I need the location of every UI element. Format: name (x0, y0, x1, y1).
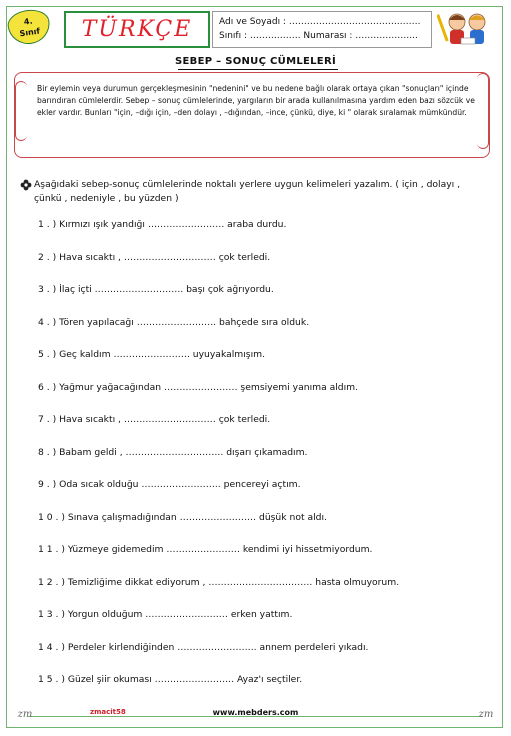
subject-box (64, 11, 210, 48)
explanation-text: Bir eylemin veya durumun gerçekleşmesinin "nedenini" ve bu nedene bağlı olarak ortaya çıkan "sonuçları" içinde barındıran cümlelerdir. Sebep – sonuç cümlelerinde, yargıların bir arada kullanılmasına yardım eden bazı sözcük ve ekler vardır. Bunları "için, –dığı için, –den dolayı , –dığından, –ince, çünkü, diye, ki " olarak sıralamak mümkündür. (37, 84, 475, 117)
subject-title: TÜRKÇE (81, 17, 193, 42)
page-title: SEBEP – SONUÇ CÜMLELERİ (175, 56, 336, 67)
flower-icon (20, 179, 32, 191)
exercise-line: 1 0 . ) Sınava çalışmadığından ………………….… düşük not aldı. (38, 511, 327, 523)
footer-site: www.mebders.com (212, 708, 299, 717)
student-info-box (212, 11, 432, 48)
exercise-line: 1 3 . ) Yorgun olduğum ……………………… erken yattım. (38, 609, 293, 620)
grade-number: 4. (23, 16, 34, 27)
exercise-line: 7 . ) Hava sıcaktı , ………………………… çok terledi. (38, 414, 271, 425)
class-field: Sınıfı : ……….……. Numarası : ………………... (219, 31, 418, 41)
name-field: Adı ve Soyadı : ……………………………….……. (219, 17, 421, 27)
exercise-line: 4 . ) Tören yapılacağı …………………….. bahçede sıra olduk. (38, 316, 310, 328)
footer-logo-right: zm (478, 709, 494, 720)
grade-label: Sınıf (19, 26, 41, 39)
instruction-text: Aşağıdaki sebep-sonuç cümlelerinde noktalı yerlere uygun kelimeleri yazalım. ( için , dolayı , çünkü , nedeniyle , bu yüzden ) (34, 179, 461, 204)
title-underline (178, 69, 338, 70)
kids-icon (437, 8, 497, 48)
exercise-line: 1 2 . ) Temizliğime dikkat ediyorum , ……………………………. hasta olmuyorum. (38, 576, 400, 588)
exercise-line: 1 1 . ) Yüzmeye gidemedim …………………… kendimi iyi hissetmiyordum. (38, 544, 373, 555)
exercise-line: 8 . ) Babam geldi , ………………………….. dışarı çıkamadım. (38, 446, 308, 458)
footer-logo-left: zm (17, 709, 33, 720)
footer-author: zmacit58 (90, 708, 126, 716)
exercise-line: 1 . ) Kırmızı ışık yandığı ……………………. araba durdu. (38, 219, 287, 230)
scroll-curl-left (15, 81, 27, 141)
exercise-line: 3 . ) İlaç içti ……………………….. başı çok ağrıyordu. (38, 284, 274, 295)
explanation-panel (14, 72, 490, 158)
exercise-line: 2 . ) Hava sıcaktı , ………………………… çok terledi. (38, 251, 271, 263)
exercise-line: 5 . ) Geç kaldım ……………………. uyuyakalmışım. (38, 349, 265, 360)
exercise-line: 6 . ) Yağmur yağacağından …………………… şemsiyemi yanıma aldım. (38, 381, 359, 393)
exercise-line: 1 5 . ) Güzel şiir okuması …………………….. Ayaz'ı seçtiler. (38, 674, 303, 685)
exercise-line: 9 . ) Oda sıcak olduğu …………………….. pencereyi açtım. (38, 479, 301, 490)
exercise-line: 1 4 . ) Perdeler kirlendiğinden …………………….. annem perdeleri yıkadı. (38, 641, 369, 653)
